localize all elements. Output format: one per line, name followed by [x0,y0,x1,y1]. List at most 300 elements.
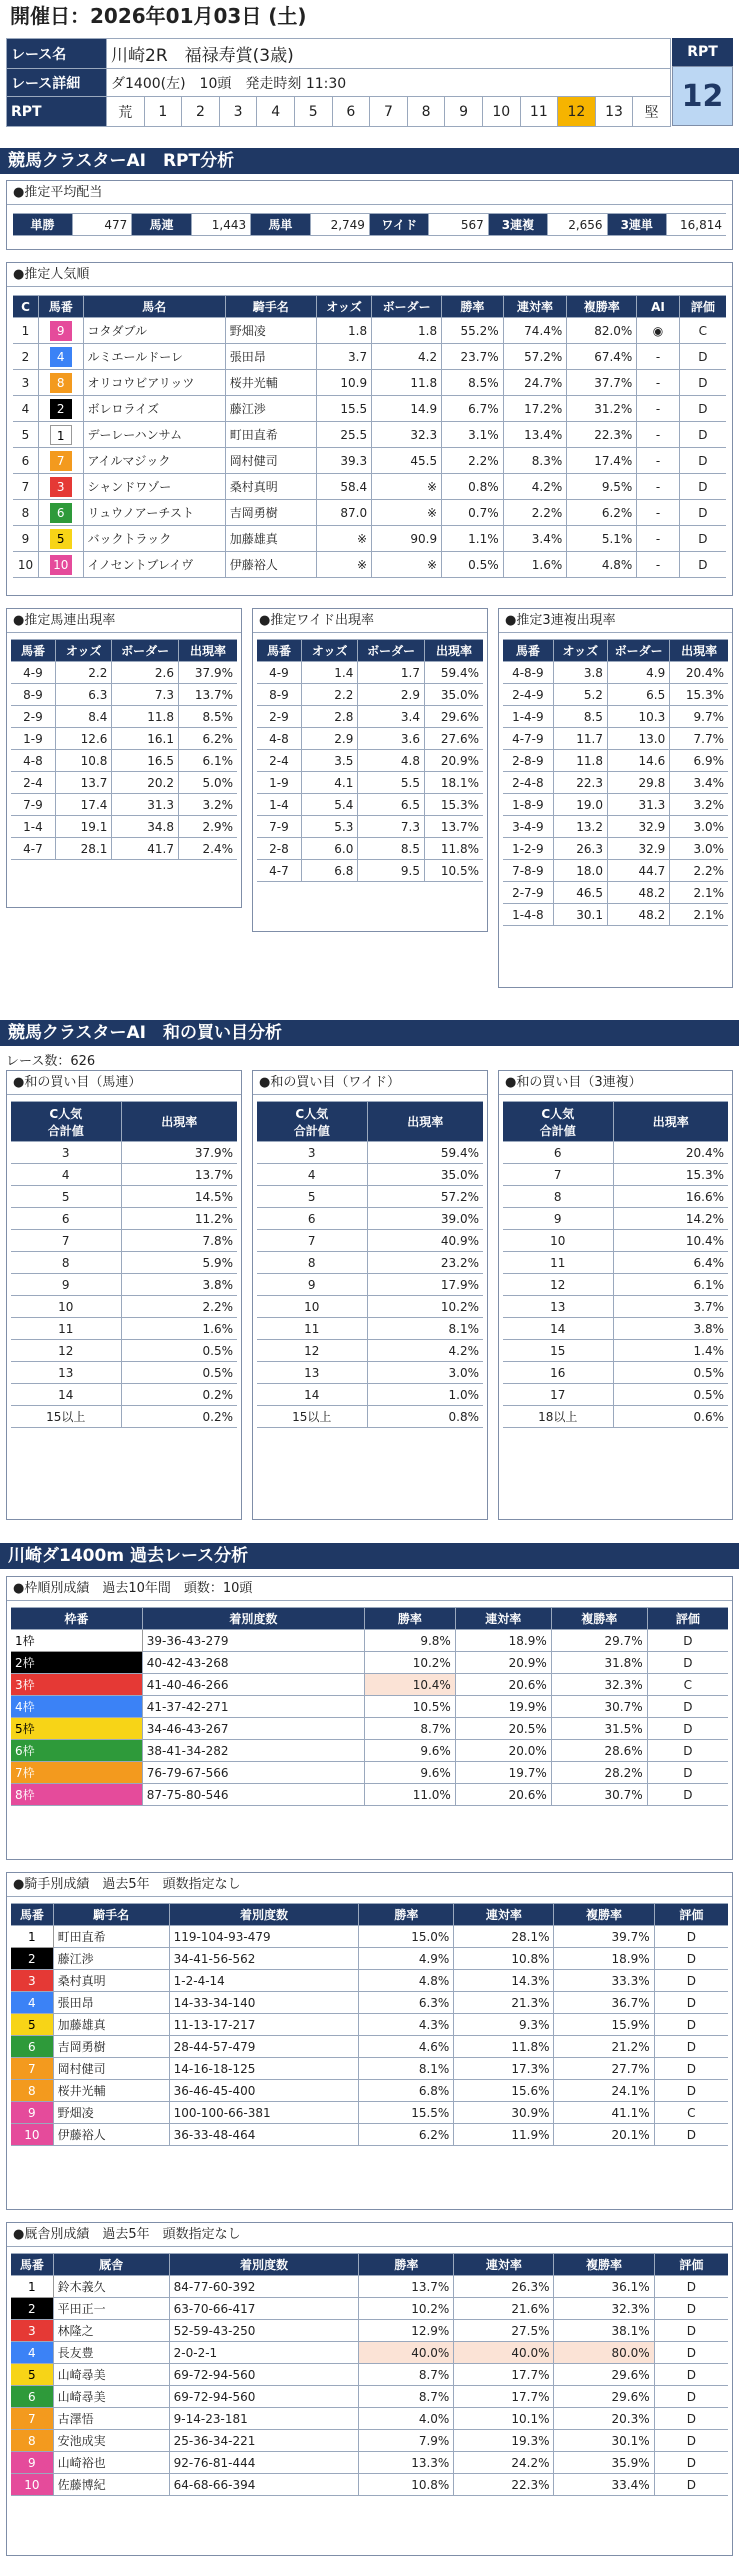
table-cell: 25.5 [316,422,371,448]
table-cell: 30.7% [551,1696,647,1718]
table-cell: 3枠 [11,1674,142,1696]
table-cell: 伊藤裕人 [53,2124,169,2146]
table-cell: D [679,526,726,552]
table-cell: D [679,344,726,370]
table-cell: 12.9% [359,2320,454,2342]
payout-label: 3連複 [488,214,547,236]
table-cell: 3 [257,1142,367,1164]
table-cell: 3.2% [670,794,728,816]
table-cell: 48.2 [607,882,669,904]
table-cell: D [679,422,726,448]
table-cell: 38.1% [554,2320,654,2342]
table-cell: 36.1% [554,2276,654,2298]
table-row [11,1926,728,1948]
table-cell: 1枠 [11,1630,142,1652]
table-row [257,1230,483,1252]
table-cell: 0.8% [367,1406,483,1428]
table-cell: 20.2 [112,772,179,794]
table-cell [38,552,83,578]
horse-number-badge: 8 [50,373,72,393]
sum-wide-table [257,1101,483,1428]
column-header: 馬番 [11,640,55,662]
table-cell: 3.8% [121,1274,237,1296]
table-row [257,1252,483,1274]
wide-title: ●推定ワイド出現率 [253,609,487,633]
table-cell: 13.7% [121,1164,237,1186]
table-cell: D [654,1926,728,1948]
table-row [257,1406,483,1428]
table-cell: 9 [503,1208,613,1230]
table-cell: 13.7% [178,684,237,706]
table-row [11,1318,237,1340]
table-cell: D [654,2408,728,2430]
table-cell: 6.4% [613,1252,728,1274]
table-cell: 84-77-60-392 [169,2276,359,2298]
sanrenpuku-table [503,639,728,926]
table-cell: 87.0 [316,500,371,526]
column-header: 評価 [654,2254,728,2276]
table-cell: 2 [13,344,38,370]
table-cell: ※ [316,526,371,552]
table-cell: 19.0 [553,794,607,816]
table-row [13,474,726,500]
table-cell: 7.9% [359,2430,454,2452]
table-cell: 9.8% [364,1630,455,1652]
table-cell: 2-9 [11,706,55,728]
table-cell: 1 [11,2276,53,2298]
table-cell: 52-59-43-250 [169,2320,359,2342]
table-cell: 20.3% [554,2408,654,2430]
wide-panel [252,608,488,932]
table-cell: ※ [372,500,442,526]
table-cell: イノセントブレイヴ [83,552,225,578]
table-row [11,706,237,728]
table-cell: 18.0 [553,860,607,882]
table-cell: 26.3% [454,2276,554,2298]
table-cell: バックトラック [83,526,225,552]
table-cell: ルミエールドーレ [83,344,225,370]
table-cell: 16.6% [613,1186,728,1208]
table-row [257,816,483,838]
table-cell: 3.0% [670,838,728,860]
table-cell: 4-7 [11,838,55,860]
horse-number-badge: 5 [50,529,72,549]
table-cell: 64-68-66-394 [169,2474,359,2496]
table-cell: 7.3 [358,816,425,838]
table-cell: 6.7% [442,396,504,422]
table-cell: 2 [11,1948,53,1970]
table-cell: デーレーハンサム [83,422,225,448]
table-cell: 4 [11,1164,121,1186]
column-header: 複勝率 [554,1904,654,1926]
column-header: 出現率 [121,1102,237,1142]
table-cell: - [637,526,679,552]
table-cell: 19.7% [455,1762,551,1784]
avg-payout-title: ●推定平均配当 [7,181,732,205]
table-cell: シャンドワゾー [83,474,225,500]
payout-value: 567 [429,214,488,236]
table-cell: 20.5% [455,1718,551,1740]
table-cell: 0.8% [442,474,504,500]
horse-number-badge: 6 [50,503,72,523]
table-row [11,1252,237,1274]
table-row [257,838,483,860]
table-cell: 11.8 [112,706,179,728]
table-row [11,1186,237,1208]
table-row [11,1696,728,1718]
column-header: ボーダー [358,640,425,662]
table-row [13,422,726,448]
table-cell: 17.4% [567,448,637,474]
header-row [11,1102,237,1142]
table-cell: 9.5 [358,860,425,882]
table-cell: 1.4 [301,662,358,684]
table-cell: 21.3% [454,1992,554,2014]
table-row [503,1252,728,1274]
table-cell: 3 [13,370,38,396]
table-cell: 20.9% [424,750,483,772]
table-cell: 32.3% [554,2298,654,2320]
column-header: 複勝率 [551,1608,647,1630]
table-cell: 10 [257,1296,367,1318]
race-header [6,38,733,130]
table-cell: 4-7 [257,860,301,882]
table-cell: 5 [11,2364,53,2386]
table-cell: 0.5% [121,1362,237,1384]
table-cell: 0.5% [121,1340,237,1362]
table-cell: 10.4% [613,1230,728,1252]
table-cell: 9.3% [454,2014,554,2036]
table-cell: D [647,1762,728,1784]
popularity-table [13,295,726,578]
header-row [11,1608,728,1630]
table-cell [38,344,83,370]
payout-label: 3連単 [607,214,666,236]
table-cell: 14 [503,1318,613,1340]
table-cell: 5.1% [567,526,637,552]
column-header: 複勝率 [567,296,637,318]
table-cell: D [654,2452,728,2474]
table-cell: 20.9% [455,1652,551,1674]
table-cell: 14 [11,1384,121,1406]
table-cell: 4-7-9 [503,728,553,750]
table-cell: 1-4 [11,816,55,838]
table-cell: 8 [503,1186,613,1208]
column-header: 勝率 [359,2254,454,2276]
sum-sanrenpuku-title: ●和の買い目（3連複） [499,1071,732,1095]
table-cell: 28.6% [551,1740,647,1762]
table-cell: 2.2% [121,1296,237,1318]
table-cell: 4.9 [607,662,669,684]
table-cell: 藤江渉 [53,1948,169,1970]
column-header: 出現率 [670,640,728,662]
table-cell: 0.2% [121,1384,237,1406]
table-cell [38,474,83,500]
table-row [257,1384,483,1406]
table-cell: 11.8% [424,838,483,860]
table-cell: 13.0 [607,728,669,750]
table-cell: D [679,396,726,422]
column-header: 連対率 [455,1608,551,1630]
table-cell: 6枠 [11,1740,142,1762]
table-cell: 34-46-43-267 [142,1718,364,1740]
table-cell: 11.8 [372,370,442,396]
table-cell: 1.6% [121,1318,237,1340]
table-cell: 6.5 [358,794,425,816]
table-row [11,1208,237,1230]
table-row [503,1208,728,1230]
table-cell: 1 [11,1926,53,1948]
table-cell: 7 [257,1230,367,1252]
column-header: オッズ [553,640,607,662]
table-cell: 10.8% [454,1948,554,1970]
table-cell: 20.6% [455,1674,551,1696]
table-cell: 4 [11,1992,53,2014]
table-cell: 12.6 [55,728,112,750]
column-header: 勝率 [442,296,504,318]
table-cell: 59.4% [367,1142,483,1164]
column-header: ボーダー [607,640,669,662]
column-header: 評価 [654,1904,728,1926]
table-cell: 7.8% [121,1230,237,1252]
table-row [11,2364,728,2386]
table-row [503,816,728,838]
table-cell: 6.3 [55,684,112,706]
table-row [11,2036,728,2058]
sum-umaren-table [11,1101,237,1428]
table-cell: D [654,2058,728,2080]
header-row [11,2254,728,2276]
table-row [13,526,726,552]
table-cell: D [654,1992,728,2014]
table-cell: 9.7% [670,706,728,728]
table-cell: 1-9 [11,728,55,750]
column-header: 着別度数 [142,1608,364,1630]
header-row [11,1904,728,1926]
umaren-panel [6,608,242,908]
table-cell: 野畑凌 [53,2102,169,2124]
table-row [11,2408,728,2430]
rpt-scale-cell: 11 [520,97,558,127]
table-cell: 7枠 [11,1762,142,1784]
table-cell: 古澤悟 [53,2408,169,2430]
table-cell: 1 [13,318,38,344]
table-cell: D [654,2364,728,2386]
table-cell: 8.5% [178,706,237,728]
table-row [11,1674,728,1696]
horse-number-badge: 4 [50,347,72,367]
table-cell: 9 [11,2452,53,2474]
column-header: 連対率 [454,1904,554,1926]
table-row [257,1142,483,1164]
column-header: C人気 合計値 [503,1102,613,1142]
table-cell: 1.0% [367,1384,483,1406]
table-cell: 3.8 [553,662,607,684]
payout-value: 1,443 [191,214,250,236]
table-cell: 2枠 [11,1652,142,1674]
umaren-title: ●推定馬連出現率 [7,609,241,633]
table-cell: 29.6% [554,2386,654,2408]
table-cell: 6 [11,2036,53,2058]
table-cell: 19.3% [454,2430,554,2452]
table-row [503,662,728,684]
table-row [257,662,483,684]
table-cell: 11 [11,1318,121,1340]
table-row [257,1186,483,1208]
table-cell: 10 [503,1230,613,1252]
table-cell: 3.8% [613,1318,728,1340]
rpt-scale-cell: 3 [219,97,257,127]
table-cell: 8 [11,2080,53,2102]
table-cell: 15.3% [670,684,728,706]
table-cell [38,526,83,552]
table-cell: 5.5 [358,772,425,794]
table-cell: 7 [13,474,38,500]
table-cell: 40.0% [454,2342,554,2364]
table-cell: D [654,2014,728,2036]
table-row [257,1164,483,1186]
table-row [503,1296,728,1318]
column-header: AI [637,296,679,318]
table-cell: 4-8 [257,728,301,750]
table-cell [38,422,83,448]
table-cell: 1.7 [358,662,425,684]
table-cell: 3.4% [670,772,728,794]
sum-sanrenpuku-table [503,1101,728,1428]
table-cell: 10.1% [454,2408,554,2430]
table-cell: 桑村真明 [53,1970,169,1992]
table-cell: 10.2% [359,2298,454,2320]
table-cell: - [637,396,679,422]
payout-label: 単勝 [13,214,72,236]
table-row [257,1274,483,1296]
table-row [11,816,237,838]
table-cell: 山崎尋美 [53,2386,169,2408]
table-cell: 82.0% [567,318,637,344]
wide-table [257,639,483,882]
table-cell: ボレロライズ [83,396,225,422]
table-cell: 加藤雄真 [225,526,316,552]
sum-umaren-title: ●和の買い目（馬連） [7,1071,241,1095]
table-row [11,1274,237,1296]
table-cell: 7-8-9 [503,860,553,882]
table-cell: 11 [503,1252,613,1274]
table-cell: 2.9 [358,684,425,706]
table-row [257,684,483,706]
table-cell: 0.5% [613,1384,728,1406]
table-cell: 23.2% [367,1252,483,1274]
table-cell: 5 [13,422,38,448]
table-cell: 10.3 [607,706,669,728]
table-cell: 0.5% [613,1362,728,1384]
table-cell: 2.2 [301,684,358,706]
column-header: 騎手名 [225,296,316,318]
table-cell: 24.7% [503,370,567,396]
column-header: 複勝率 [554,2254,654,2276]
table-cell: 20.1% [554,2124,654,2146]
table-cell: D [679,500,726,526]
table-cell: 2.2 [55,662,112,684]
table-cell [38,318,83,344]
table-cell: 9 [257,1274,367,1296]
column-header: 馬番 [257,640,301,662]
table-row [503,1142,728,1164]
table-cell: 6.9% [670,750,728,772]
table-cell: 31.5% [551,1718,647,1740]
rpt-scale-cell: 10 [482,97,520,127]
table-cell: 8 [11,1252,121,1274]
table-cell: 3.7% [613,1296,728,1318]
table-cell: D [654,2276,728,2298]
table-cell: 3.7 [316,344,371,370]
table-cell: 15.6% [454,2080,554,2102]
jockey-panel [6,1872,733,2210]
column-header: 枠番 [11,1608,142,1630]
table-cell: 張田昂 [53,1992,169,2014]
rpt-box-label: RPT [672,38,733,66]
umaren-table [11,639,237,860]
race-date: 開催日：2026年01月03日 (土) [0,0,739,32]
table-row [11,1230,237,1252]
rpt-scale [7,97,671,127]
table-cell: 2.2% [503,500,567,526]
table-cell: 桑村真明 [225,474,316,500]
table-cell: 8.1% [367,1318,483,1340]
table-cell: 32.3 [372,422,442,448]
table-cell: 25-36-34-221 [169,2430,359,2452]
table-cell: - [637,500,679,526]
table-cell: 57.2% [503,344,567,370]
table-cell: 17.7% [454,2364,554,2386]
table-cell: 8.5 [358,838,425,860]
table-cell: 5枠 [11,1718,142,1740]
table-cell: 2-7-9 [503,882,553,904]
table-cell: 2.1% [670,904,728,926]
sum-wide-title: ●和の買い目（ワイド） [253,1071,487,1095]
table-cell: 37.7% [567,370,637,396]
column-header: 馬番 [503,640,553,662]
table-cell: 2-4 [11,772,55,794]
table-cell: 31.3 [112,794,179,816]
table-cell: 4.2% [503,474,567,500]
table-cell: 13.2 [553,816,607,838]
table-row [11,1970,728,1992]
table-row [11,2430,728,2452]
horse-number-badge: 3 [50,477,72,497]
table-cell: 0.7% [442,500,504,526]
horse-number-badge: 1 [50,425,72,445]
table-row [13,370,726,396]
horse-number-badge: 10 [50,555,72,575]
table-cell: 22.3% [454,2474,554,2496]
table-cell: 31.2% [567,396,637,422]
table-cell: アイルマジック [83,448,225,474]
table-cell: 33.3% [554,1970,654,1992]
column-header: 出現率 [613,1102,728,1142]
table-cell: 31.3 [607,794,669,816]
table-cell: - [637,422,679,448]
table-cell: 6.8 [301,860,358,882]
table-cell: 2.2% [670,860,728,882]
table-cell: 6.2% [178,728,237,750]
table-cell: 1-4-9 [503,706,553,728]
table-cell: 14.3% [454,1970,554,1992]
sum-sanrenpuku-panel [498,1070,733,1520]
table-cell: 1.8 [316,318,371,344]
table-cell: 45.5 [372,448,442,474]
table-cell: 30.7% [551,1784,647,1806]
table-cell: 13.7 [55,772,112,794]
